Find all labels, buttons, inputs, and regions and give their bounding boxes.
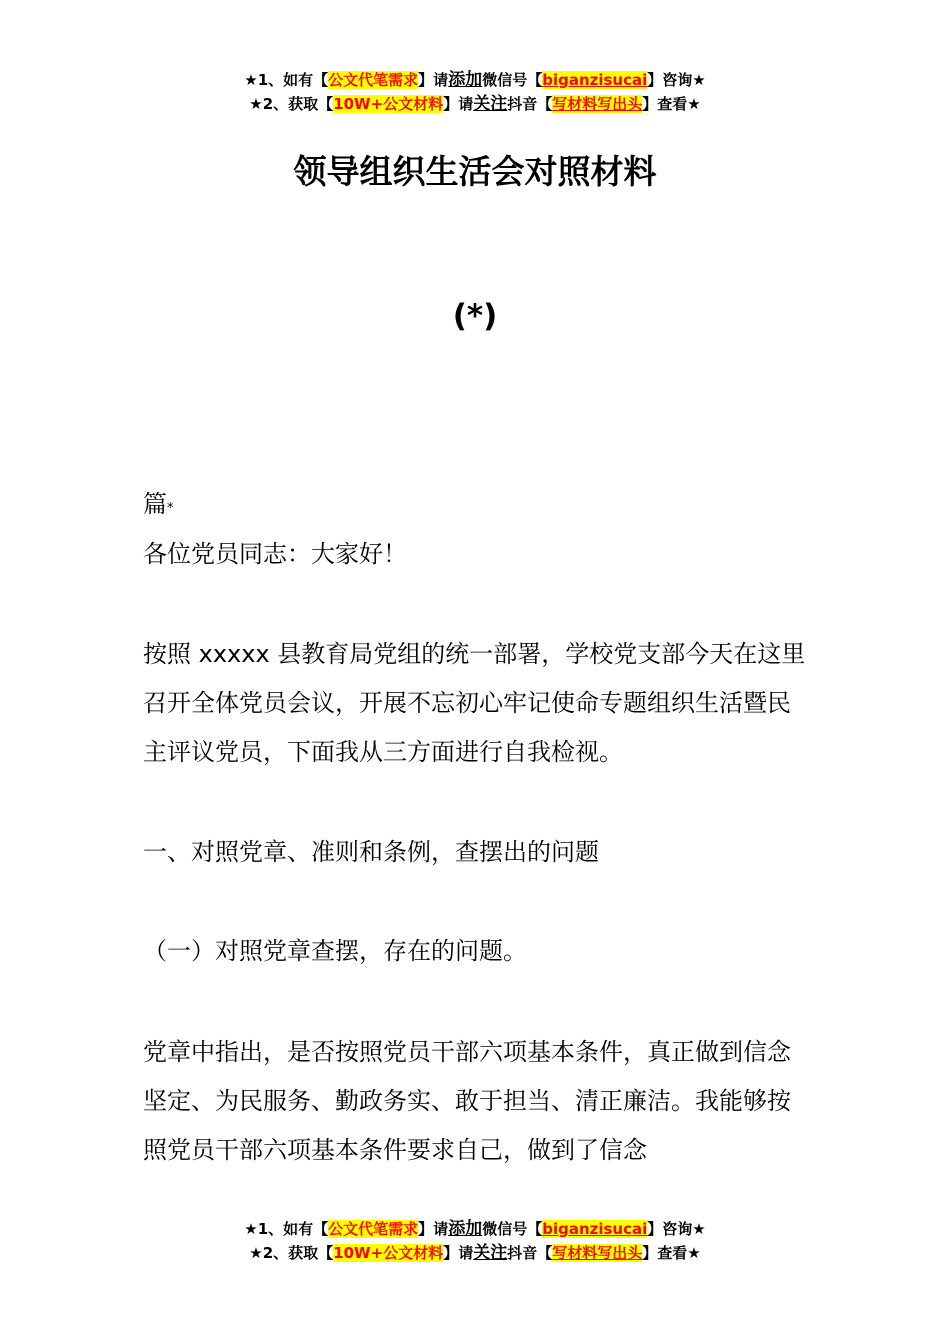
banner-text: 微信号【 bbox=[482, 1220, 543, 1238]
banner-douyin-name: 写材料写出头 bbox=[552, 1244, 643, 1262]
banner-text: 】请 bbox=[418, 1220, 449, 1238]
header-banner bbox=[0, 68, 950, 116]
banner-text: 抖音【 bbox=[507, 1244, 553, 1262]
banner-text: 】咨询★ bbox=[647, 1220, 706, 1238]
banner-text: 】请 bbox=[418, 71, 449, 89]
banner-line-2 bbox=[0, 1241, 950, 1265]
banner-emphasis: 添加 bbox=[448, 1219, 483, 1239]
banner-highlight: 10W+公文材料 bbox=[333, 1244, 444, 1262]
banner-text: 】查看★ bbox=[642, 95, 701, 113]
banner-wechat-id: biganzisucai bbox=[542, 1220, 648, 1238]
document-title: 领导组织生活会对照材料 bbox=[293, 152, 657, 191]
banner-douyin-name: 写材料写出头 bbox=[552, 95, 643, 113]
banner-text: ★2、获取【 bbox=[249, 1244, 334, 1262]
banner-text: 】请 bbox=[443, 1244, 474, 1262]
greeting: 各位党员同志：大家好！ bbox=[143, 540, 407, 568]
document-subtitle: (*) bbox=[452, 298, 498, 334]
heading-subsection-1: （一）对照党章查摆，存在的问题。 bbox=[143, 937, 527, 965]
footer-banner bbox=[0, 1217, 950, 1265]
banner-line-1 bbox=[0, 1217, 950, 1241]
paragraph-party-constitution: 党章中指出，是否按照党员干部六项基本条件，真正做到信念坚定、为民服务、勤政务实、敢于担当、清正廉洁。我能够按照党员干部六项基本条件要求自己，做到了信念 bbox=[143, 1038, 791, 1164]
banner-text: 抖音【 bbox=[507, 95, 553, 113]
banner-text: ★1、如有【 bbox=[244, 1220, 329, 1238]
banner-emphasis: 关注 bbox=[473, 1243, 508, 1263]
banner-text: 】咨询★ bbox=[647, 71, 706, 89]
banner-text: 微信号【 bbox=[482, 71, 543, 89]
section-label-text: 篇 bbox=[143, 490, 167, 518]
banner-wechat-id: biganzisucai bbox=[542, 71, 648, 89]
banner-emphasis: 添加 bbox=[448, 70, 483, 90]
banner-text: 】查看★ bbox=[642, 1244, 701, 1262]
banner-highlight: 10W+公文材料 bbox=[333, 95, 444, 113]
section-mark: * bbox=[167, 501, 174, 516]
banner-emphasis: 关注 bbox=[473, 94, 508, 114]
paragraph-intro: 按照 xxxxx 县教育局党组的统一部署，学校党支部今天在这里召开全体党员会议，开展不忘初心牢记使命专题组织生活暨民主评议党员，下面我从三方面进行自我检视。 bbox=[143, 640, 806, 766]
banner-text: 】请 bbox=[443, 95, 474, 113]
banner-line-1 bbox=[0, 68, 950, 92]
banner-highlight: 公文代笔需求 bbox=[328, 71, 419, 89]
banner-highlight: 公文代笔需求 bbox=[328, 1220, 419, 1238]
heading-section-1: 一、对照党章、准则和条例，查摆出的问题 bbox=[143, 838, 599, 866]
banner-text: ★2、获取【 bbox=[249, 95, 334, 113]
banner-text: ★1、如有【 bbox=[244, 71, 329, 89]
section-label bbox=[143, 480, 811, 529]
banner-line-2 bbox=[0, 92, 950, 116]
